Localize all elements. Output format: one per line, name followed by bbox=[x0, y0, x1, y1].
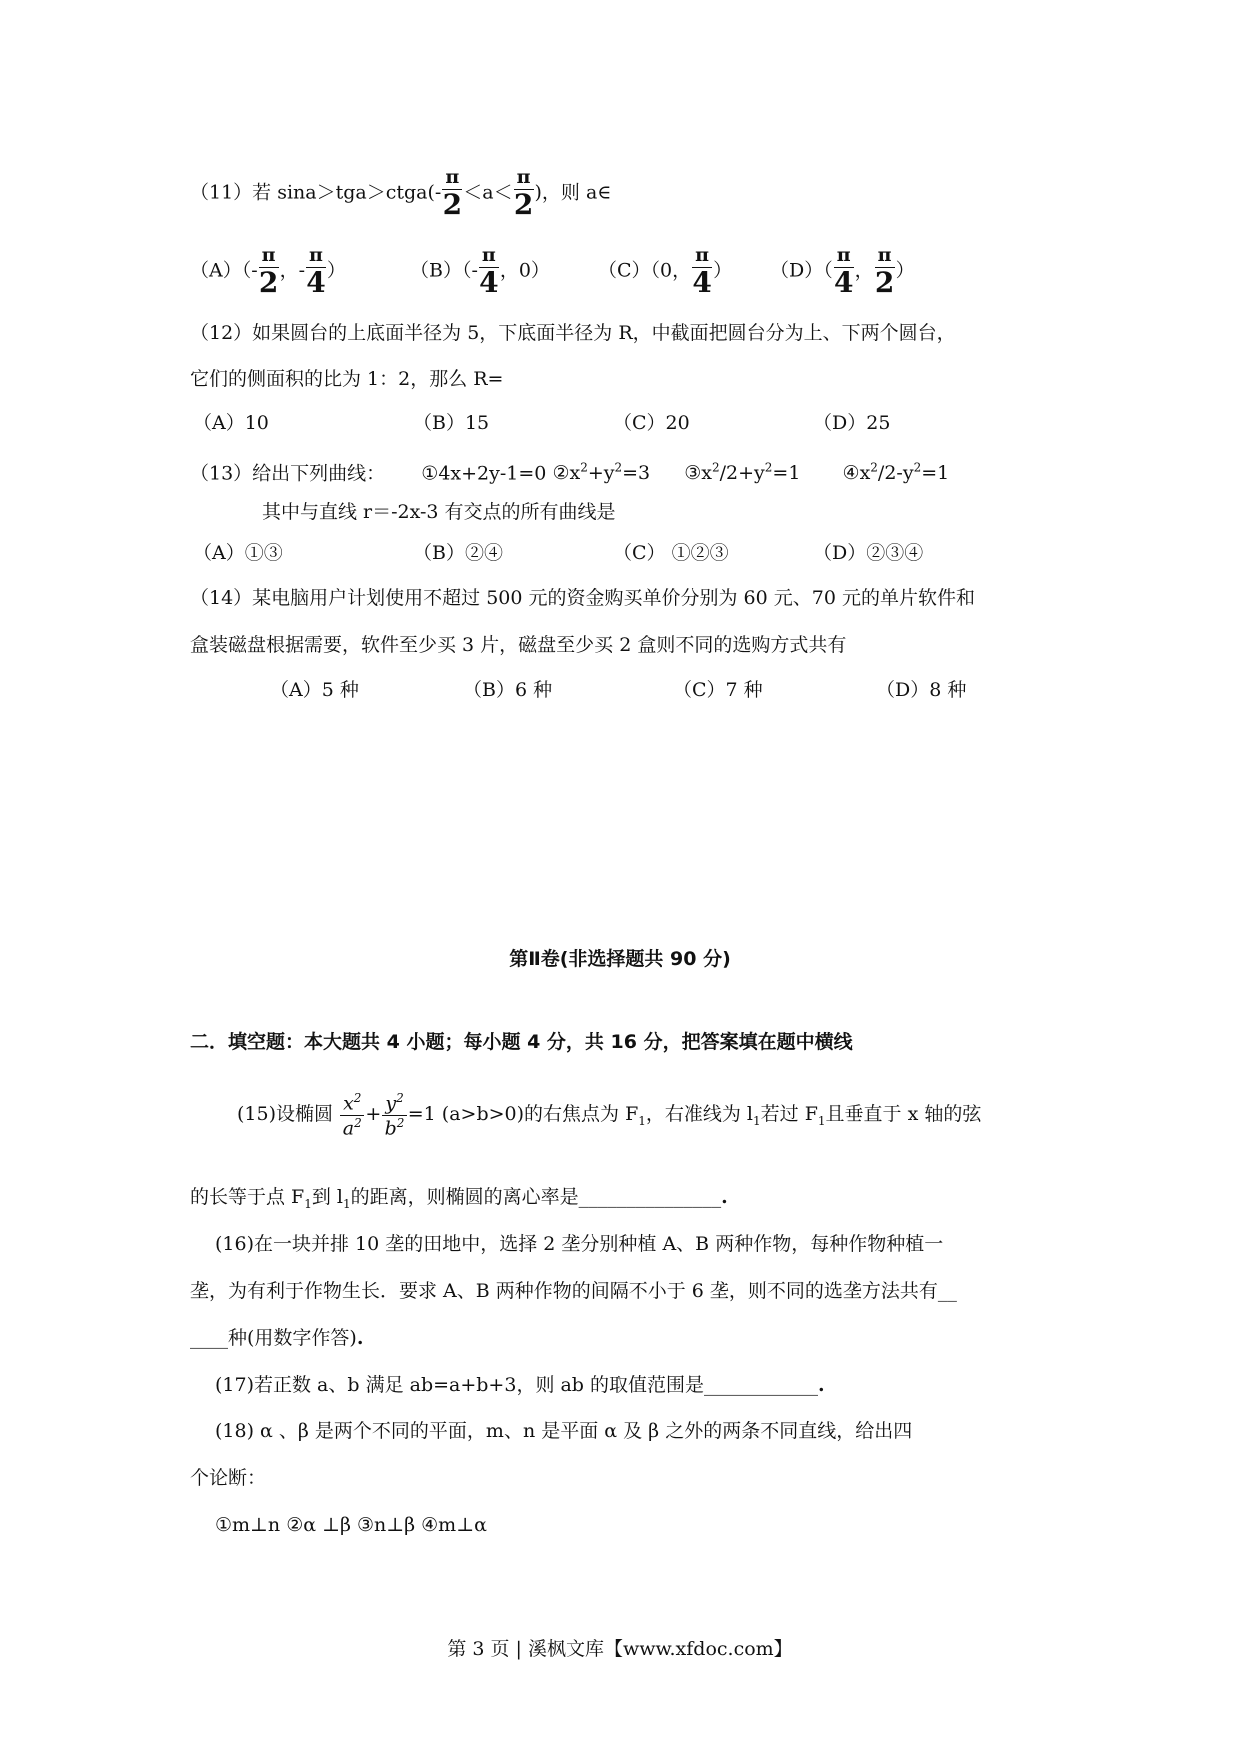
pi-over-2 bbox=[259, 246, 279, 297]
exponent: 2 bbox=[870, 461, 878, 475]
q13-option-d: （D）②③④ bbox=[813, 542, 924, 564]
curve-2 bbox=[552, 462, 650, 484]
q13-line1 bbox=[190, 455, 949, 486]
y2-over-b2 bbox=[382, 1092, 406, 1139]
exponent: 2 bbox=[580, 461, 588, 475]
subscript: 1 bbox=[817, 1113, 826, 1128]
frac-den: 4 bbox=[306, 266, 326, 299]
pi-over-2 bbox=[514, 168, 534, 219]
curve-text: /2-y bbox=[877, 462, 914, 485]
q11-option-d bbox=[770, 246, 915, 297]
q14-line1: （14）某电脑用户计划使用不超过 500 元的资金购买单价分别为 60 元、70 元的单片软件和 bbox=[190, 587, 975, 609]
pi-over-4 bbox=[834, 246, 854, 297]
frac-den: 2 bbox=[442, 188, 463, 221]
q12-option-b: （B）15 bbox=[413, 412, 490, 434]
q12-option-a: （A）10 bbox=[193, 412, 269, 434]
close-paren: ） bbox=[713, 259, 733, 282]
frac-den bbox=[382, 1116, 406, 1138]
q15-text: 的距离，则椭圆的离心率是 bbox=[350, 1186, 579, 1208]
q16-text: ____种(用数字作答) bbox=[190, 1327, 357, 1349]
exponent: 2 bbox=[396, 1116, 405, 1130]
var-x: x bbox=[343, 1092, 354, 1114]
q11-option-b bbox=[410, 246, 550, 297]
curve-text: =1 bbox=[921, 462, 950, 485]
exponent: 2 bbox=[764, 461, 773, 475]
exponent: 2 bbox=[711, 461, 720, 475]
q15-prefix: (15)设椭圆 bbox=[237, 1103, 334, 1125]
q13-option-b: （B）②④ bbox=[413, 542, 503, 564]
curve-text: =1 bbox=[772, 462, 801, 485]
curve-text: ②x bbox=[552, 462, 581, 485]
q16-line3 bbox=[190, 1325, 363, 1351]
q18-line3: ①m⊥n ②α ⊥β ③n⊥β ④m⊥α bbox=[215, 1514, 487, 1536]
frac-num: π bbox=[479, 246, 499, 268]
period: . bbox=[356, 1327, 364, 1349]
section-subtitle: 二．填空题：本大题共 4 小题；每小题 4 分，共 16 分，把答案填在题中横线 bbox=[190, 1031, 853, 1053]
subscript: 1 bbox=[343, 1196, 351, 1211]
pi-over-4 bbox=[479, 246, 499, 297]
curve-3 bbox=[684, 462, 800, 484]
x2-over-a2 bbox=[340, 1092, 364, 1139]
q15-text: (a>b>0)的右焦点为 F bbox=[441, 1103, 639, 1125]
q14-option-a: （A）5 种 bbox=[270, 679, 359, 701]
page-footer: 第 3 页 | 溪枫文库【www.xfdoc.com】 bbox=[447, 1638, 793, 1660]
equals-one: =1 bbox=[407, 1103, 436, 1125]
frac-num: π bbox=[834, 246, 854, 268]
pi-over-2 bbox=[442, 168, 462, 219]
q11-option-a bbox=[190, 246, 346, 297]
q13-option-a: （A）①③ bbox=[193, 542, 283, 564]
q16-line2: 垄，为有利于作物生长．要求 A、B 两种作物的间隔不小于 6 垄，则不同的选垄方法共有__ bbox=[190, 1280, 957, 1302]
q15-text: 到 l bbox=[311, 1186, 343, 1208]
answer-blank[interactable]: ____________ bbox=[704, 1374, 819, 1396]
var-b: b bbox=[384, 1117, 397, 1140]
q12-line1: （12）如果圆台的上底面半径为 5，下底面半径为 R，中截面把圆台分为上、下两个圆台， bbox=[190, 322, 956, 344]
curve-text: /2+y bbox=[719, 462, 765, 485]
comma: ， bbox=[854, 259, 874, 282]
q11-suffix: )，则 a∈ bbox=[534, 181, 612, 204]
q11-option-c bbox=[598, 246, 732, 297]
frac-den: 2 bbox=[258, 266, 279, 299]
frac-num bbox=[340, 1092, 364, 1116]
q14-line2: 盒装磁盘根据需要，软件至少买 3 片，磁盘至少买 2 盒则不同的选购方式共有 bbox=[190, 634, 847, 656]
exponent: 2 bbox=[614, 461, 623, 475]
q16-line1: (16)在一块并排 10 垄的田地中，选择 2 垄分别种植 A、B 两种作物，每种作物种植一 bbox=[215, 1233, 944, 1255]
frac-den: 4 bbox=[479, 266, 499, 299]
q15-text: 若过 F bbox=[760, 1103, 818, 1125]
q17-text: (17)若正数 a、b 满足 ab=a+b+3，则 ab 的取值范围是 bbox=[215, 1374, 705, 1396]
subscript: 1 bbox=[753, 1113, 761, 1128]
curve-1: ①4x+2y-1=0 bbox=[421, 462, 547, 485]
exponent: 2 bbox=[913, 461, 922, 475]
q14-option-b: （B）6 种 bbox=[463, 679, 553, 701]
plus: + bbox=[365, 1103, 382, 1125]
zero-close: ，0） bbox=[499, 259, 550, 282]
frac-num: π bbox=[692, 246, 712, 268]
curve-text: +y bbox=[587, 462, 615, 485]
option-label: （B）（- bbox=[410, 259, 478, 282]
exponent: 2 bbox=[353, 1090, 362, 1105]
q12-option-c: （C）20 bbox=[613, 412, 690, 434]
curve-text: =3 bbox=[622, 462, 651, 485]
q13-label: （13）给出下列曲线： bbox=[190, 462, 386, 485]
exponent: 2 bbox=[396, 1090, 404, 1105]
frac-den: 4 bbox=[692, 266, 712, 299]
q18-line2: 个论断： bbox=[190, 1467, 267, 1489]
curve-text: ④x bbox=[842, 462, 871, 485]
subscript: 1 bbox=[304, 1196, 312, 1211]
q15-text: 的长等于点 F bbox=[190, 1186, 305, 1208]
pi-over-4 bbox=[692, 246, 712, 297]
q15-line2 bbox=[190, 1184, 728, 1217]
q11-lt: ＜a＜ bbox=[463, 181, 513, 204]
pi-over-4 bbox=[306, 246, 326, 297]
option-label: （C）（0， bbox=[598, 259, 692, 282]
var-y: y bbox=[385, 1092, 397, 1114]
period: . bbox=[818, 1374, 825, 1396]
frac-den bbox=[340, 1116, 364, 1138]
frac-num: π bbox=[259, 246, 279, 268]
close-paren: ） bbox=[326, 259, 346, 282]
var-a: a bbox=[342, 1117, 355, 1140]
curve-4 bbox=[843, 462, 950, 484]
option-label: （A）（- bbox=[190, 259, 258, 282]
answer-blank[interactable]: _______________ bbox=[578, 1186, 722, 1208]
frac-den: 2 bbox=[874, 266, 895, 299]
pi-over-2 bbox=[875, 246, 895, 297]
q11-prefix: （11）若 sina＞tga＞ctga(- bbox=[190, 181, 442, 204]
q13-line2: 其中与直线 r＝-2x-3 有交点的所有曲线是 bbox=[262, 501, 616, 523]
frac-den: 2 bbox=[513, 188, 534, 221]
frac-den: 4 bbox=[833, 266, 854, 299]
q11-stem bbox=[190, 168, 611, 219]
frac-num: π bbox=[442, 168, 462, 190]
q14-option-c: （C）7 种 bbox=[673, 679, 763, 701]
frac-num: π bbox=[514, 168, 534, 190]
option-label: （D）（ bbox=[770, 259, 833, 282]
q15-text: ，右准线为 l bbox=[645, 1103, 754, 1125]
comma: ，- bbox=[279, 259, 305, 282]
frac-num: π bbox=[306, 246, 326, 268]
q14-option-d: （D）8 种 bbox=[876, 679, 967, 701]
q15-text: 且垂直于 x 轴的弦 bbox=[825, 1103, 982, 1125]
subscript: 1 bbox=[638, 1113, 646, 1128]
q12-option-d: （D）25 bbox=[813, 412, 891, 434]
period: . bbox=[721, 1186, 728, 1208]
frac-num: π bbox=[875, 246, 895, 268]
q12-line2: 它们的侧面积的比为 1：2，那么 R= bbox=[190, 368, 504, 390]
section-title: 第Ⅱ卷(非选择题共 90 分) bbox=[509, 948, 731, 970]
close-paren: ） bbox=[895, 259, 915, 282]
q13-option-c: （C） ①②③ bbox=[613, 542, 729, 564]
q15-line1 bbox=[237, 1084, 981, 1151]
q18-line1: (18) α 、β 是两个不同的平面，m、n 是平面 α 及 β 之外的两条不同直线，给出四 bbox=[215, 1420, 913, 1442]
exponent: 2 bbox=[354, 1116, 362, 1130]
curve-text: ③x bbox=[684, 462, 712, 485]
q17-line bbox=[215, 1372, 825, 1398]
frac-num bbox=[382, 1092, 406, 1116]
